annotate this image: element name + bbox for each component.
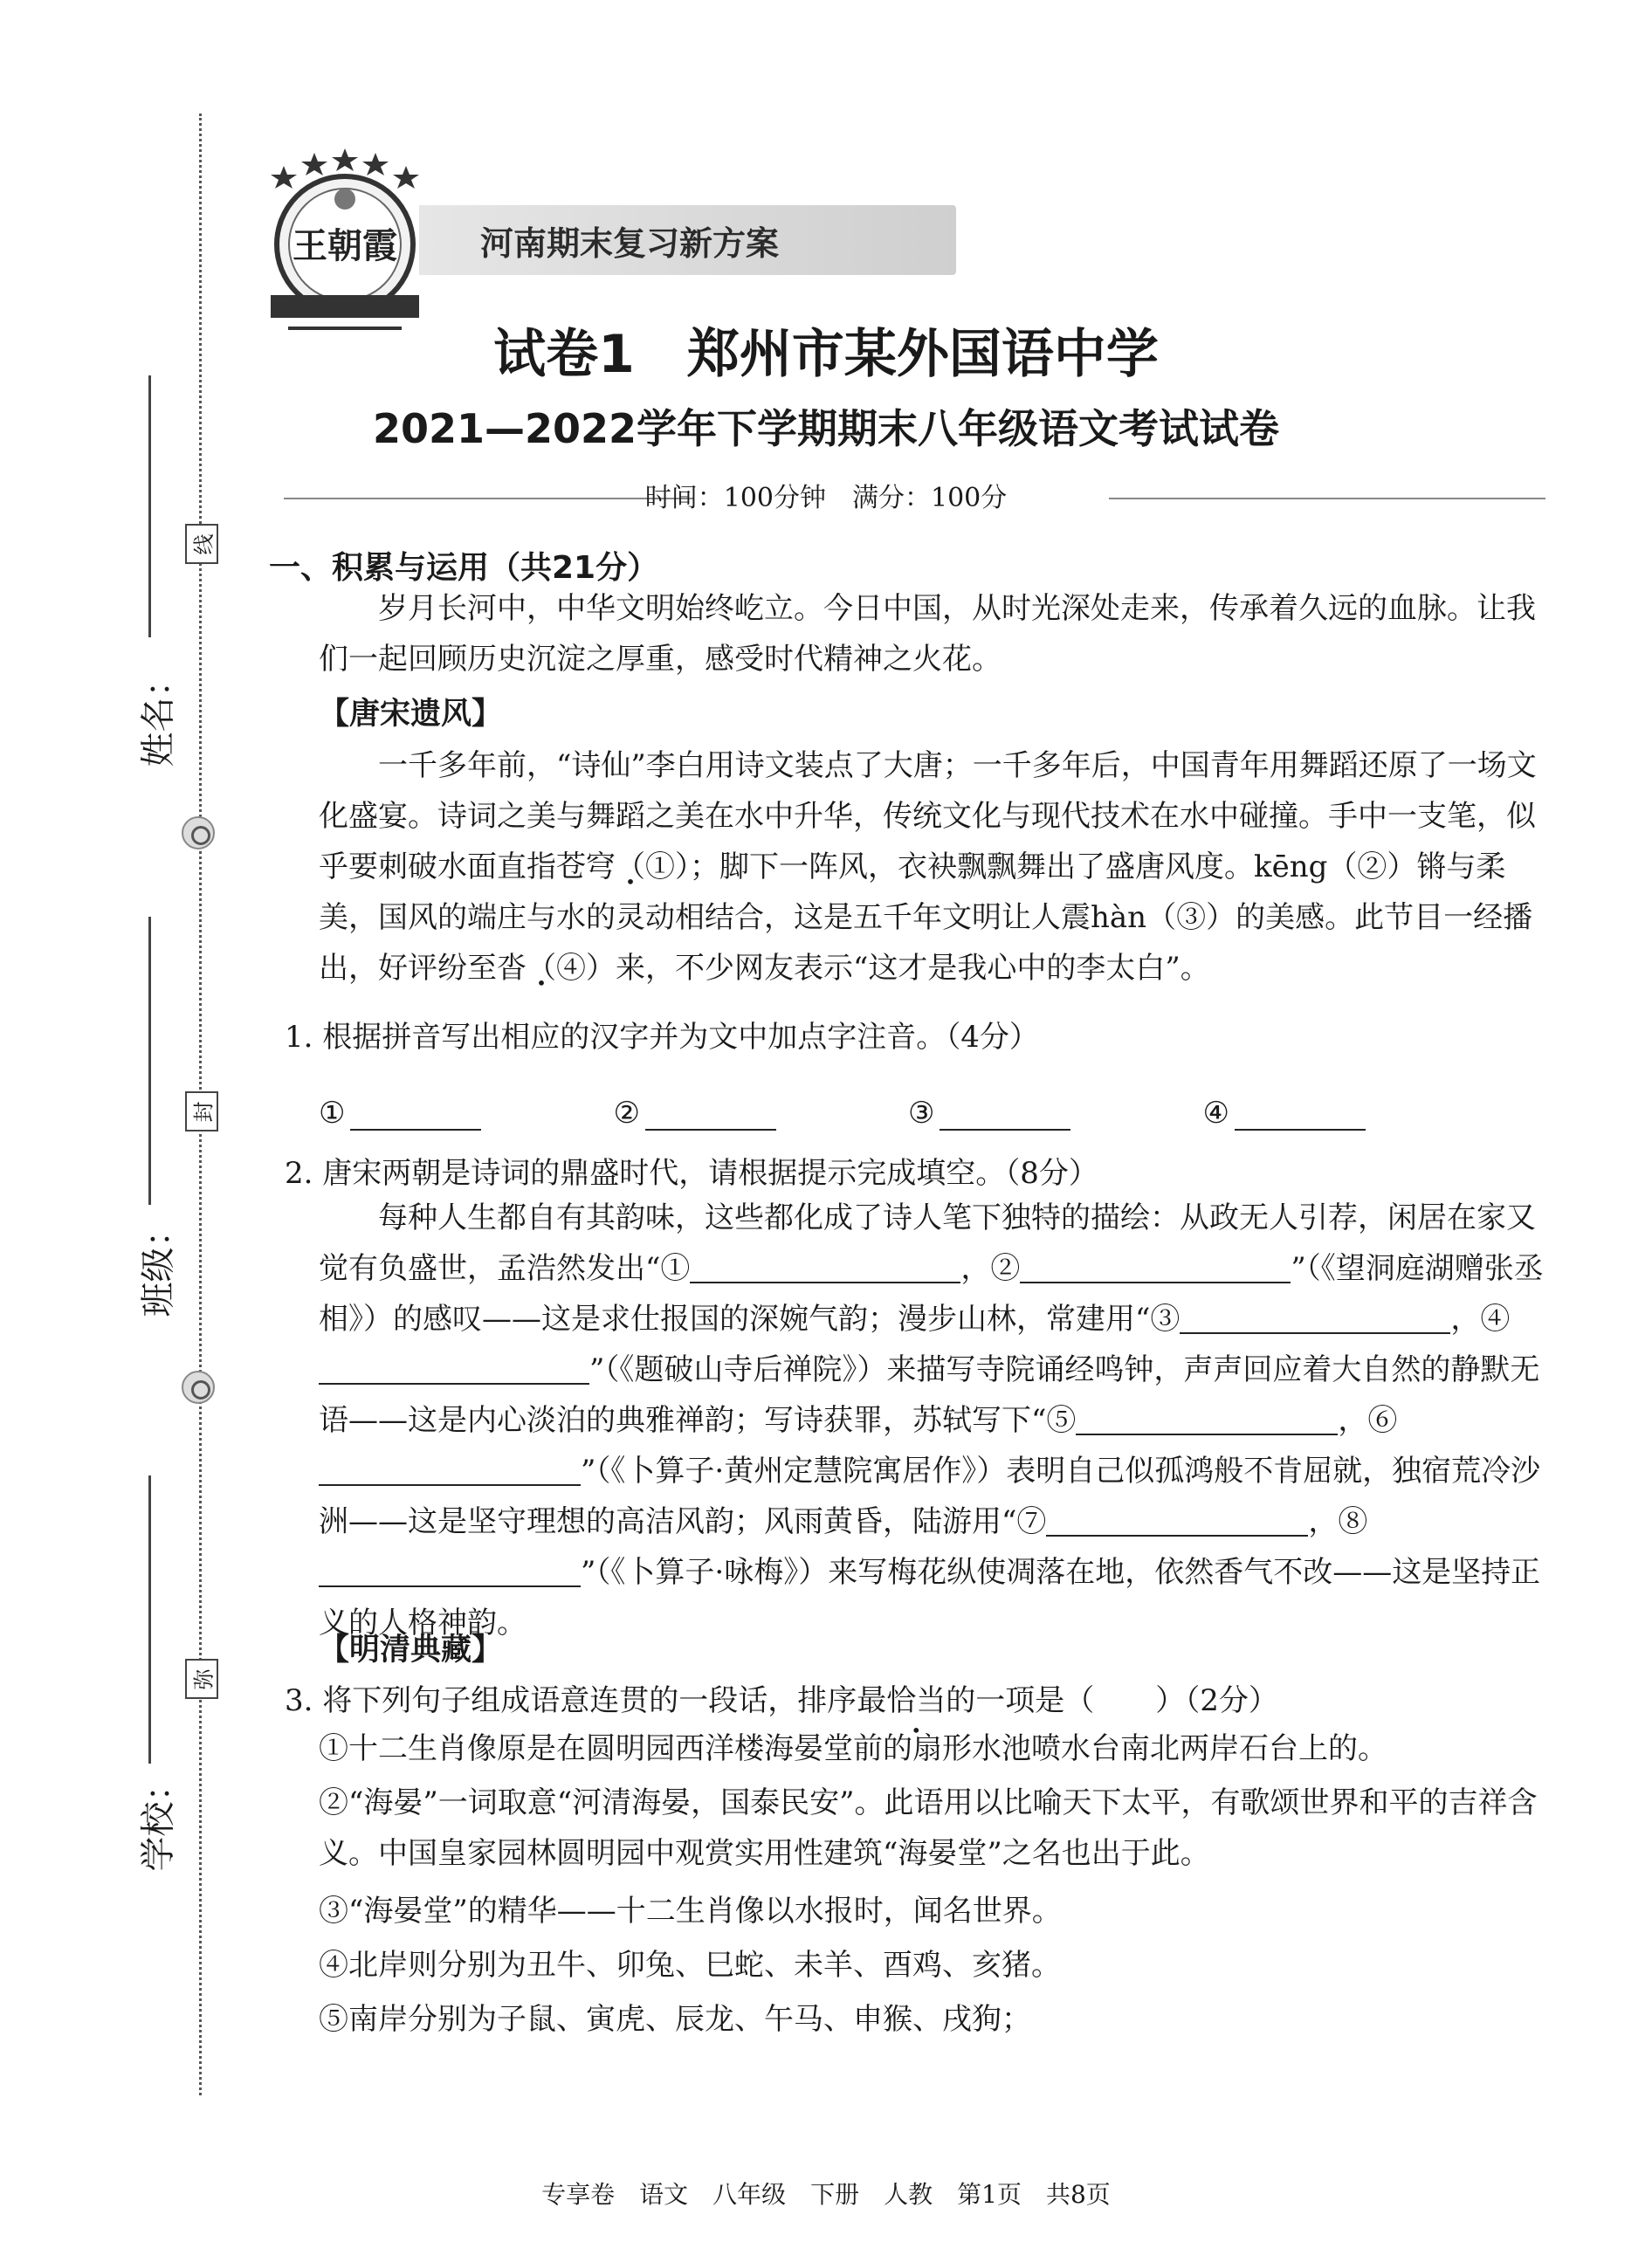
binding-hole-icon (182, 816, 215, 849)
section-heading: 一、积累与运用（共21分） (269, 550, 659, 586)
exam-time-info: 时间：100分钟 满分：100分 (644, 483, 1008, 513)
series-banner-text: 河南期末复习新方案 (480, 224, 780, 263)
page-footer: 专享卷 语文 八年级 下册 人教 第1页 共8页 (541, 2180, 1111, 2209)
logo-text: 王朝霞 (293, 225, 397, 266)
answer-blank[interactable]: ② (614, 1096, 909, 1131)
passage-paragraph: 一千多年前，“诗仙”李白用诗文装点了大唐；一千多年后，中国青年用舞蹈还原了一场文化盛宴。诗词之美与舞蹈之美在水中升华，传统文化与现代技术在水中碰撞。手中一支笔，似乎要刺破水面直指苍穹（①）；脚下一阵风，衣袂飘飘舞出了盛唐风度。kēng（②）锵与柔美，国风的端庄与水的灵动相结合，这是五千年文明让人震hàn（③）的美感。此节目一经播出，好评纷至沓（④）来，不少网友表示“这才是我心中的李太白”。 (319, 748, 1537, 986)
class-label: 班级： (138, 1212, 179, 1317)
answer-blank[interactable] (1076, 1404, 1338, 1435)
answer-blank[interactable] (319, 1455, 581, 1486)
dotted-char: 沓 (497, 951, 527, 986)
sentence-4: ④北岸则分别为丑牛、卯兔、巳蛇、未羊、酉鸡、亥猪。 (319, 1948, 1061, 1983)
class-field-line[interactable] (148, 917, 151, 1205)
seal-mark-line: 线 (185, 524, 218, 564)
answer-blank[interactable] (690, 1252, 960, 1283)
sentence-2: ②“海晏”一词取意“河清海晏，国泰民安”。此语用以比喻天下太平，有歌颂世界和平的吉祥含义。中国皇家园林圆明园中观赏实用性建筑“海晏堂”之名也出于此。 (319, 1785, 1538, 1871)
sentence-5: ⑤南岸分别为子鼠、寅虎、辰龙、午马、申猴、戌狗； (319, 2002, 1031, 2037)
answer-blank[interactable] (1020, 1252, 1291, 1283)
dotted-char: 穹 (586, 849, 616, 884)
sentence-3: ③“海晏堂”的精华——十二生肖像以水报时，闻名世界。 (319, 1894, 1062, 1929)
divider (1109, 498, 1545, 499)
question-2: 2. 唐宋两朝是诗词的鼎盛时代，请根据提示完成填空。（8分） (285, 1156, 1098, 1191)
answer-blank[interactable]: ③ (908, 1096, 1203, 1131)
answer-blank[interactable] (319, 1556, 581, 1587)
q1-blanks-row (319, 1096, 1497, 1131)
subsection-heading: 【唐宋遗风】 (319, 697, 503, 732)
question-1: 1. 根据拼音写出相应的汉字并为文中加点字注音。（4分） (285, 1020, 1039, 1055)
school-field-line[interactable] (148, 1475, 151, 1764)
page-title: 试卷1 郑州市某外国语中学 (493, 324, 1159, 385)
answer-blank[interactable] (1046, 1505, 1308, 1537)
binding-hole-icon (182, 1371, 215, 1404)
seal-mark-dense: 弥 (185, 1659, 218, 1699)
question-3: 3. 将下列句子组成语意连贯的一段话，排序最恰当的一项是（ ）（2分） (285, 1683, 1278, 1718)
answer-blank[interactable]: ① (319, 1096, 614, 1131)
answer-blank[interactable] (319, 1353, 589, 1385)
answer-blank[interactable] (1180, 1303, 1450, 1334)
answer-blank[interactable]: ④ (1203, 1096, 1498, 1131)
intro-paragraph: 岁月长河中，中华文明始终屹立。今日中国，从时光深处走来，传承着久远的血脉。让我们一起回顾历史沉淀之厚重，感受时代精神之火花。 (319, 591, 1536, 677)
subsection-heading: 【明清典藏】 (319, 1633, 503, 1668)
sentence-1: ①十二生肖像原是在圆明园西洋楼海晏堂前的扇形水池喷水台南北两岸石台上的。 (319, 1731, 1387, 1766)
q2-fill-paragraph: 每种人生都自有其韵味，这些都化成了诗人笔下独特的描绘：从政无人引荐，闲居在家又觉有负盛世，孟浩然发出“① ，② ”（《望洞庭湖赠张丞相》）的感叹——这是求仕报国的深婉气韵；漫步山林，常建用“③ ，④”（《题破山寺后禅院》）来描写寺院诵经鸣钟，声声回应着大自然的静默无语——这是内心淡泊的典雅禅韵；写诗获罪，苏轼写下“⑤ ，⑥”（《卜算子·黄州定慧院寓居作》）表明自己似孤鸿般不肯屈就，独宿荒冷沙洲——这是坚守理想的高洁风韵；风雨黄昏，陆游用“⑦ ，⑧”（《卜算子·咏梅》）来写梅花纵使凋落在地，依然香气不改——这是坚持正义的人格神韵。 (319, 1200, 1544, 1640)
page-subtitle: 2021—2022学年下学期期末八年级语文考试试卷 (372, 405, 1280, 452)
school-label: 学校： (138, 1766, 179, 1872)
dotted-chars: 恰当 (886, 1683, 946, 1718)
seal-mark-seal: 封 (185, 1091, 218, 1131)
brand-logo (262, 148, 428, 340)
name-label: 姓名： (138, 662, 179, 767)
exam-time-info-row (0, 476, 1652, 519)
